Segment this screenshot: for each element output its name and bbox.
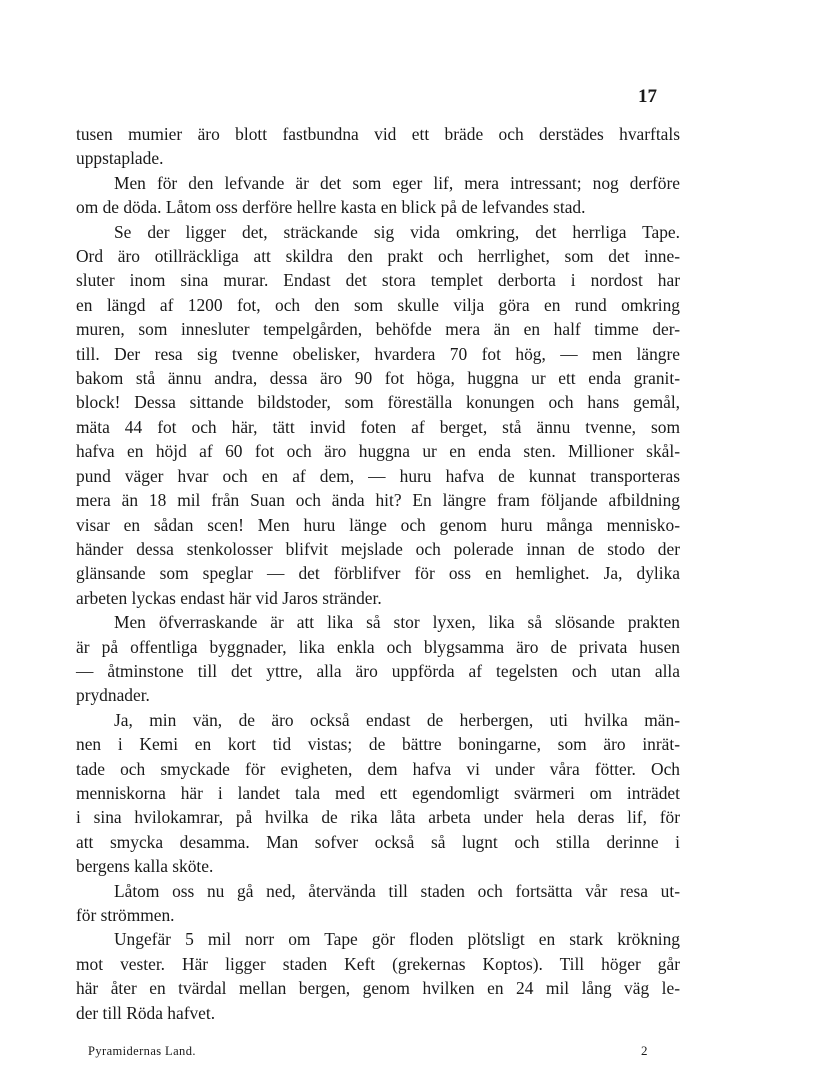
text-line: bakom stå ännu andra, dessa äro 90 fot höga, huggna ur ett enda granit- [76, 368, 680, 389]
text-line: pund väger hvar och en af dem, — huru hafva de kunnat transporteras [76, 465, 680, 486]
text-line: här åter en tvärdal mellan bergen, genom hvilken en 24 mil lång väg le- [76, 978, 680, 999]
text-line: Ord äro otillräckliga att skildra den prakt och herrlighet, som det inne- [76, 246, 680, 267]
text-line: nen i Kemi en kort tid vistas; de bättre boningarne, som äro inrät- [76, 734, 680, 755]
text-line: Låtom oss nu gå ned, återvända till staden och fortsätta vår resa ut- [114, 880, 680, 901]
text-line: mot vester. Här ligger staden Keft (grekernas Koptos). Till höger går [76, 953, 680, 974]
footer-book-title: Pyramidernas Land. [88, 1044, 196, 1058]
text-line: uppstaplade. [76, 148, 164, 169]
text-line: mera än 18 mil från Suan och ända hit? En längre fram följande afbildning [76, 490, 680, 511]
text-line: händer dessa stenkolosser blifvit mejslade och polerade innan de stodo der [76, 538, 680, 559]
text-line: tade och smyckade för evigheten, dem hafva vi under våra fötter. Och [76, 758, 680, 779]
text-line: Men för den lefvande är det som eger lif, mera intressant; nog derföre [114, 172, 680, 193]
text-line: tusen mumier äro blott fastbundna vid ett bräde och derstädes hvarftals [76, 124, 680, 144]
text-line: till. Der resa sig tvenne obelisker, hvardera 70 fot hög, — men längre [76, 343, 680, 364]
text-line: der till Röda hafvet. [76, 1002, 216, 1023]
text-line: Men öfverraskande är att lika så stor lyxen, lika så slösande prakten [114, 612, 680, 633]
text-line: för strömmen. [76, 905, 175, 925]
page-number: 17 [638, 86, 657, 107]
text-line: block! Dessa sittande bildstoder, som föreställa konungen och hans gemål, [76, 392, 680, 413]
text-line: en längd af 1200 fot, och den som skulle vilja göra en rund omkring [76, 294, 680, 315]
text-line: visar en sådan scen! Men huru länge och genom huru många mennisko- [76, 514, 680, 535]
text-line: är på offentliga byggnader, lika enkla och blygsamma äro de privata husen [76, 636, 680, 657]
body-text [76, 122, 680, 1025]
text-line: arbeten lyckas endast här vid Jaros stränder. [76, 587, 382, 608]
text-line: att smycka desamma. Man sofver också så lugnt och stilla derinne i [76, 831, 680, 852]
text-line: Ja, min vän, de äro också endast de herbergen, uti hvilka män- [114, 709, 680, 730]
text-line: mäta 44 fot och här, tätt invid foten af berget, stå ännu tvenne, som [76, 416, 680, 437]
footer-signature-mark: 2 [641, 1043, 648, 1058]
text-line: bergens kalla sköte. [76, 856, 214, 877]
text-line: i sina hvilokamrar, på hvilka de rika låta arbeta under hela deras lif, för [76, 807, 680, 828]
text-line: muren, som innesluter tempelgården, behöfde mera än en half timme der- [76, 319, 680, 340]
text-line: Se der ligger det, sträckande sig vida omkring, det herrliga Tape. [114, 221, 680, 242]
text-line: prydnader. [76, 685, 150, 706]
text-line: om de döda. Låtom oss derföre hellre kasta en blick på de lefvandes stad. [76, 197, 586, 218]
text-line: menniskorna här i landet tala med ett egendomligt svärmeri om inträdet [76, 782, 680, 803]
text-line: hafva en höjd af 60 fot och äro huggna ur en enda sten. Millioner skål- [76, 441, 680, 462]
text-line: — åtminstone till det yttre, alla äro uppförda af tegelsten och utan alla [76, 660, 680, 681]
text-line: Ungefär 5 mil norr om Tape gör floden plötsligt en stark krökning [114, 929, 680, 950]
text-line: glänsande som speglar — det förblifver för oss en hemlighet. Ja, dylika [76, 563, 680, 584]
text-line: sluter inom sina murar. Endast det stora templet derborta i nordost har [76, 270, 680, 291]
